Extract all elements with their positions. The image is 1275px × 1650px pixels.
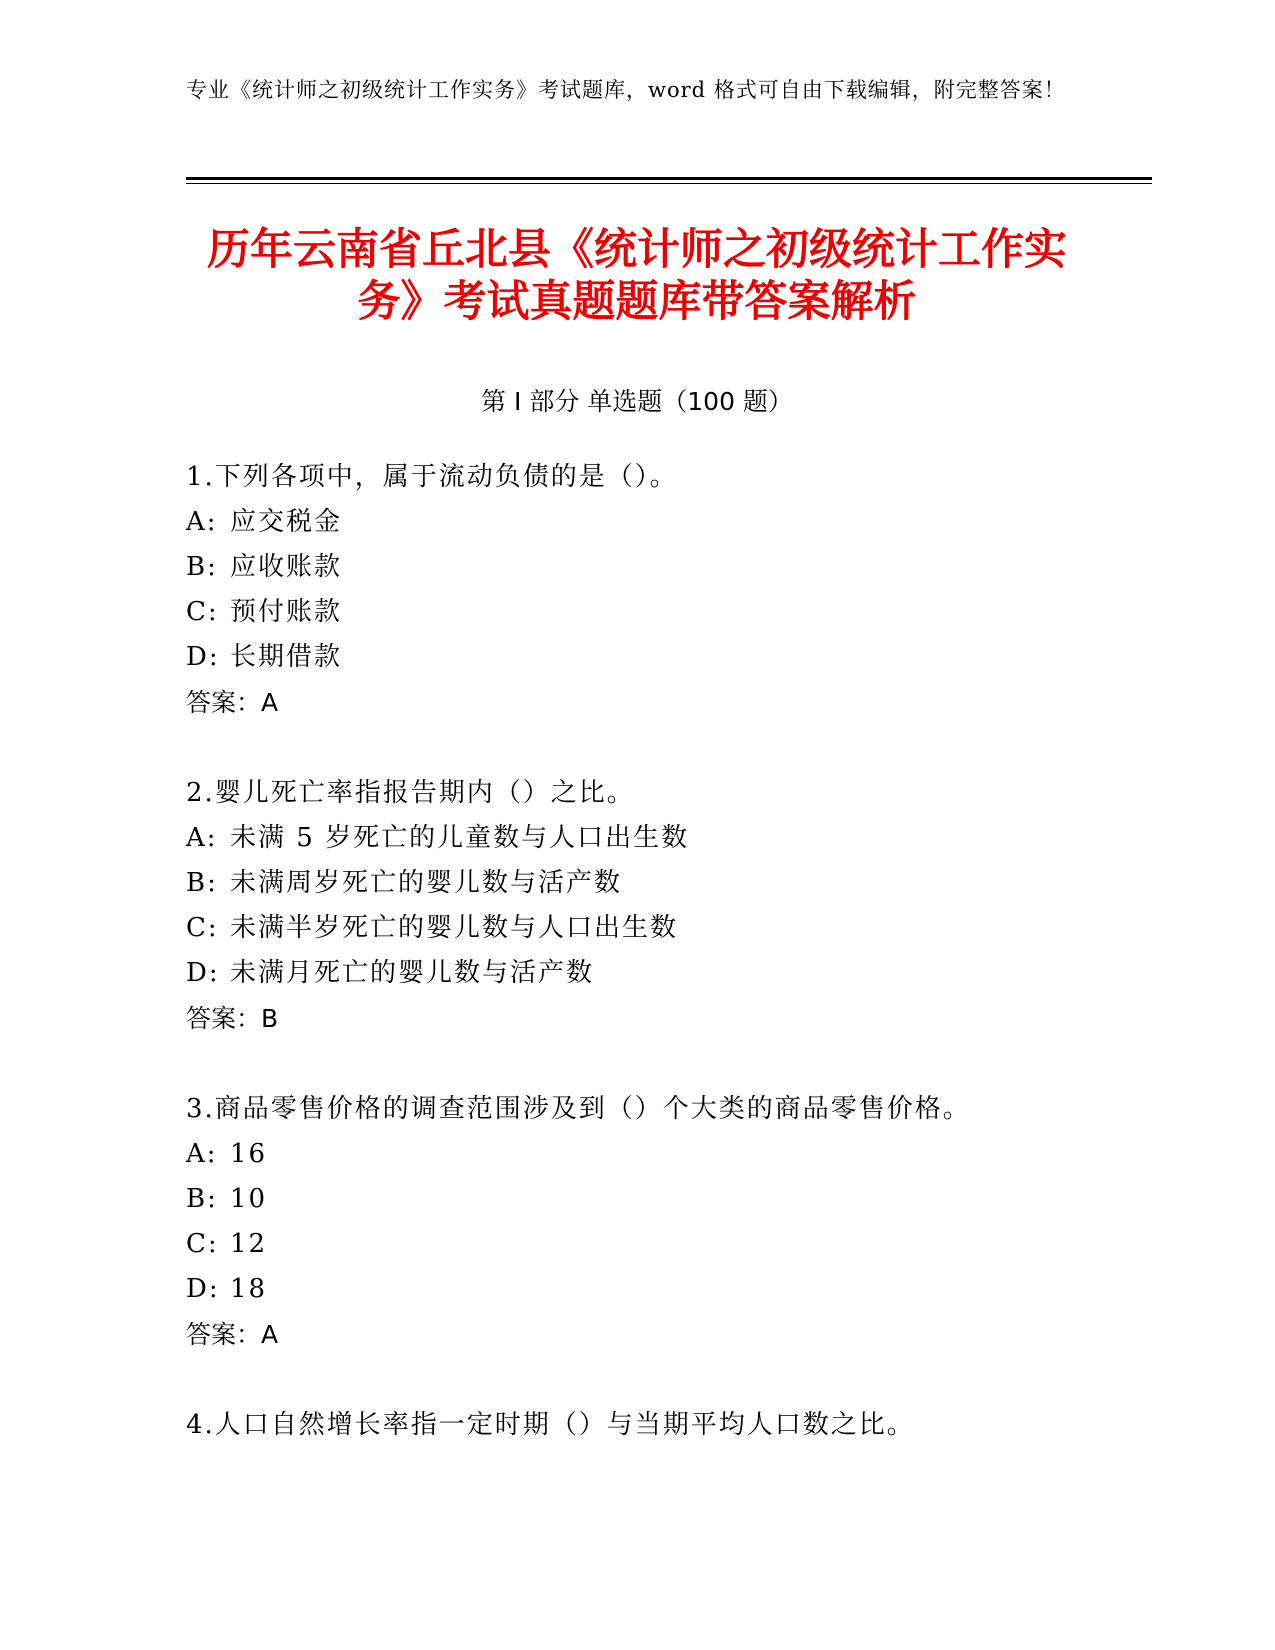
- option-letter: A:: [186, 823, 218, 853]
- option-letter: C:: [186, 913, 219, 943]
- document-title: 历年云南省丘北县《统计师之初级统计工作实务》考试真题题库带答案解析: [207, 225, 1067, 327]
- question-stem: 1.下列各项中，属于流动负债的是（）。: [186, 462, 678, 492]
- option-letter: A:: [186, 507, 218, 537]
- question-stem: 3.商品零售价格的调查范围涉及到（）个大类的商品零售价格。: [186, 1094, 971, 1124]
- option-letter: D:: [186, 958, 220, 988]
- question-stem: 2.婴儿死亡率指报告期内（）之比。: [186, 778, 635, 808]
- question-1: [186, 455, 1106, 725]
- option-letter: B:: [186, 552, 218, 582]
- option-text: 未满半岁死亡的婴儿数与人口出生数: [230, 913, 679, 943]
- option-text: 未满月死亡的婴儿数与活产数: [230, 958, 595, 988]
- option-d: [186, 1267, 1106, 1312]
- option-letter: D:: [186, 1274, 220, 1304]
- question-3: [186, 1087, 1106, 1357]
- option-letter: C:: [186, 597, 219, 627]
- option-a: [186, 500, 1106, 545]
- option-text: 未满周岁死亡的婴儿数与活产数: [230, 868, 623, 898]
- option-c: [186, 590, 1106, 635]
- question-stem: 4.人口自然增长率指一定时期（）与当期平均人口数之比。: [186, 1410, 915, 1440]
- option-d: [186, 635, 1106, 680]
- option-letter: B:: [186, 868, 218, 898]
- section-title: 第 I 部分 单选题（100 题）: [481, 387, 793, 416]
- option-c: [186, 906, 1106, 951]
- option-text: 18: [230, 1274, 268, 1304]
- option-text: 应交税金: [230, 507, 343, 537]
- option-text: 12: [230, 1229, 268, 1259]
- option-a: [186, 1132, 1106, 1177]
- option-text: 预付账款: [230, 597, 343, 627]
- header-divider-thick: [186, 177, 1152, 180]
- header-divider-thin: [186, 183, 1152, 184]
- option-d: [186, 951, 1106, 996]
- option-letter: A:: [186, 1139, 218, 1169]
- option-letter: B:: [186, 1184, 218, 1214]
- option-a: [186, 816, 1106, 861]
- answer-line: 答案：A: [186, 688, 279, 717]
- option-b: [186, 1177, 1106, 1222]
- option-b: [186, 861, 1106, 906]
- option-text: 16: [230, 1139, 268, 1169]
- question-2: [186, 771, 1106, 1041]
- answer-line: 答案：B: [186, 1004, 279, 1033]
- option-letter: D:: [186, 642, 220, 672]
- option-text: 未满 5 岁死亡的儿童数与人口出生数: [230, 823, 690, 853]
- option-c: [186, 1222, 1106, 1267]
- question-4: [186, 1403, 1106, 1448]
- option-text: 10: [230, 1184, 268, 1214]
- answer-line: 答案：A: [186, 1320, 279, 1349]
- header-note: 专业《统计师之初级统计工作实务》考试题库，word 格式可自由下载编辑，附完整答案！: [186, 78, 1066, 102]
- option-b: [186, 545, 1106, 590]
- option-letter: C:: [186, 1229, 219, 1259]
- option-text: 长期借款: [230, 642, 343, 672]
- option-text: 应收账款: [230, 552, 343, 582]
